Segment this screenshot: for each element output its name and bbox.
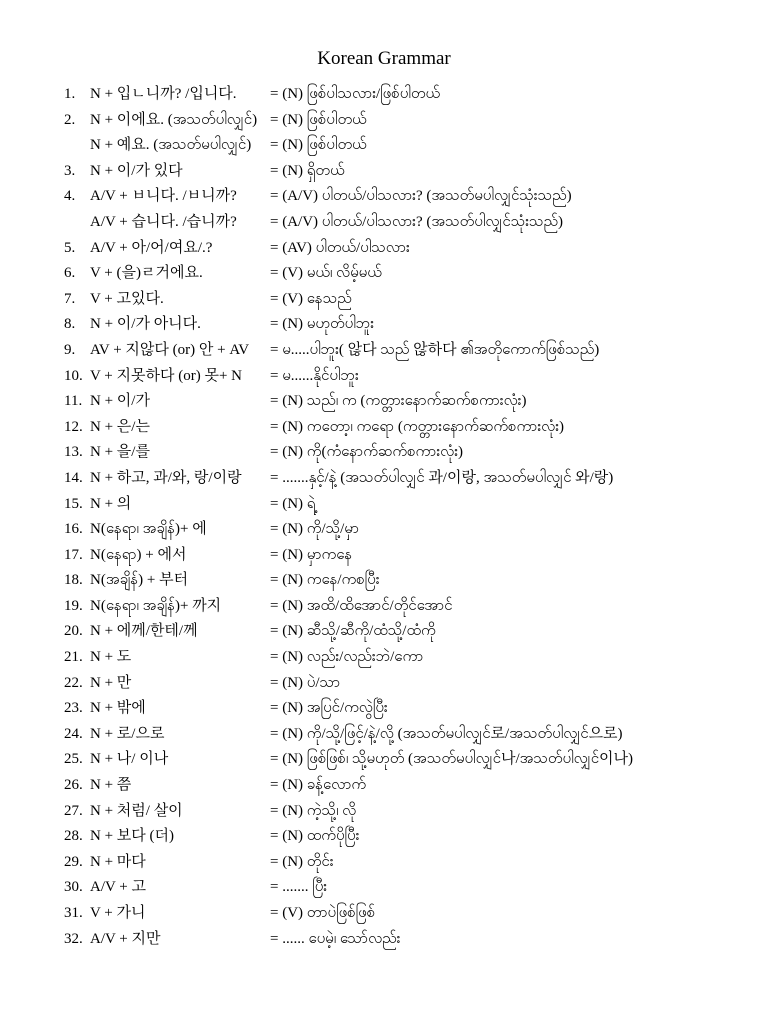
grammar-pattern: N(နေရာ၊ အချိန်)+ 에 <box>90 521 207 538</box>
grammar-pattern: A/V + 아/어/여요/.? <box>90 239 213 256</box>
grammar-meaning: = (N) တိုင်း <box>270 853 334 870</box>
grammar-pattern: N + 에께/한테/께 <box>90 623 198 640</box>
row-number: 22. <box>64 674 83 691</box>
grammar-meaning: = မ......နိုင်ပါဘူး <box>270 367 359 384</box>
grammar-meaning: = ....... ပြီး <box>270 879 328 896</box>
row-number: 16. <box>64 521 83 538</box>
row-number: 14. <box>64 469 83 486</box>
grammar-meaning: = (N) ကို/သို့/ဖြင့်/နဲ့/လို့ (အသတ်မပါလျှင်로/အသတ်ပါလျှင်으로) <box>270 725 623 742</box>
grammar-meaning: = (N) အထိ/ထိအောင်/တိုင်အောင် <box>270 597 453 614</box>
grammar-meaning: = .......နှင့်/နဲ့ (အသတ်ပါလျှင် 과/이랑, အသတ်မပါလျှင် 와/랑) <box>270 469 614 486</box>
grammar-pattern: N + 이에요. (အသတ်ပါလျှင်) <box>90 111 258 128</box>
grammar-meaning: = (N) ကတော့၊ ကရော (ကတ္တားနောက်ဆက်စကားလုံး) <box>270 418 564 435</box>
grammar-meaning: = (N) ရှိတယ် <box>270 162 345 179</box>
grammar-pattern: N(အချိန်) + 부터 <box>90 572 189 589</box>
grammar-meaning: = (N) အပြင်/ကလွဲပြီး <box>270 700 388 717</box>
grammar-pattern: A/V + 고 <box>90 879 147 896</box>
grammar-meaning: = (N) ဖြစ်ပါသလား/ဖြစ်ပါတယ် <box>270 86 441 102</box>
grammar-pattern: N + 은/는 <box>90 418 150 435</box>
grammar-row <box>64 927 754 953</box>
grammar-row <box>64 415 754 441</box>
grammar-row <box>64 440 754 466</box>
page-title: Korean Grammar <box>317 48 451 69</box>
grammar-row <box>64 568 754 594</box>
grammar-pattern: N + 쯤 <box>90 777 132 794</box>
grammar-row <box>64 671 754 697</box>
row-number: 24. <box>64 725 83 742</box>
grammar-meaning: = (N) ဖြစ်ပါတယ် <box>270 137 367 154</box>
grammar-pattern: N(နေရာ) + 에서 <box>90 546 187 563</box>
grammar-pattern: N + 보다 (더) <box>90 828 175 845</box>
grammar-meaning: = မ.....ပါဘူး( 않다 သည် 않하다 ၏အတိုကောက်ဖြစ်သည်) <box>270 341 600 358</box>
grammar-pattern: N + 이/가 있다 <box>90 162 183 179</box>
grammar-pattern: N + 이/가 <box>90 393 150 410</box>
row-number: 13. <box>64 444 83 461</box>
row-number: 5. <box>64 239 76 256</box>
grammar-pattern: N + 이/가 아니다. <box>90 316 201 333</box>
grammar-meaning: = (V) နေသည် <box>270 290 352 307</box>
grammar-meaning: = (A/V) ပါတယ်/ပါသလား? (အသတ်မပါလျှင်သုံးသည်) <box>270 188 572 205</box>
grammar-row <box>64 82 754 108</box>
grammar-row <box>64 236 754 262</box>
grammar-pattern: N + 하고, 과/와, 랑/이랑 <box>90 469 242 486</box>
grammar-row <box>64 338 754 364</box>
row-number: 25. <box>64 751 83 768</box>
grammar-pattern: V + 지못하다 (or) 못+ N <box>90 367 242 384</box>
grammar-row <box>64 210 754 236</box>
grammar-row <box>64 824 754 850</box>
grammar-row <box>64 875 754 901</box>
grammar-row <box>64 901 754 927</box>
grammar-pattern: N + 을/를 <box>90 444 150 461</box>
grammar-meaning: = (V) တာပဲဖြစ်ဖြစ် <box>270 905 376 921</box>
grammar-row <box>64 594 754 620</box>
grammar-row <box>64 184 754 210</box>
grammar-row <box>64 722 754 748</box>
grammar-pattern: N(နေရာ၊ အချိန်)+ 까지 <box>90 597 222 614</box>
row-number: 19. <box>64 597 83 614</box>
grammar-pattern: A/V + 지만 <box>90 930 161 947</box>
row-number: 28. <box>64 828 83 845</box>
grammar-pattern: N + 밖에 <box>90 700 146 717</box>
row-number: 15. <box>64 495 83 512</box>
grammar-row <box>64 466 754 492</box>
grammar-meaning: = (V) မယ်၊ လိမ့်မယ် <box>270 265 382 282</box>
grammar-row <box>64 799 754 825</box>
row-number: 30. <box>64 879 83 896</box>
row-number: 6. <box>64 265 76 282</box>
grammar-row <box>64 619 754 645</box>
grammar-row <box>64 312 754 338</box>
grammar-row <box>64 850 754 876</box>
grammar-meaning: = (N) ရဲ့ <box>270 495 316 512</box>
grammar-meaning: = (N) မှာကနေ <box>270 546 353 563</box>
grammar-row <box>64 287 754 313</box>
row-number: 29. <box>64 853 83 870</box>
row-number: 17. <box>64 546 83 563</box>
grammar-pattern: A/V + 습니다. /습니까? <box>90 213 237 230</box>
row-number: 20. <box>64 623 83 640</box>
grammar-pattern: N + 처럼/ 살이 <box>90 802 183 819</box>
grammar-pattern: N + 마다 <box>90 853 146 870</box>
grammar-meaning: = (N) ကို(ကံနောက်ဆက်စကားလုံး) <box>270 444 464 461</box>
grammar-meaning: = (N) သည်၊ က (ကတ္တားနောက်ဆက်စကားလုံး) <box>270 393 527 410</box>
row-number: 18. <box>64 572 83 589</box>
row-number: 10. <box>64 367 83 384</box>
grammar-list <box>64 82 754 952</box>
grammar-meaning: = (A/V) ပါတယ်/ပါသလား? (အသတ်ပါလျှင်သုံးသည်) <box>270 213 564 230</box>
row-number: 7. <box>64 290 76 307</box>
grammar-pattern: V + 가니 <box>90 905 146 921</box>
row-number: 8. <box>64 316 76 333</box>
grammar-meaning: = (N) ခန့်လောက် <box>270 777 367 794</box>
row-number: 32. <box>64 930 83 947</box>
grammar-pattern: AV + 지않다 (or) 안 + AV <box>90 341 250 358</box>
row-number: 1. <box>64 86 76 102</box>
grammar-row <box>64 133 754 159</box>
row-number: 31. <box>64 905 83 921</box>
row-number: 9. <box>64 341 76 358</box>
grammar-pattern: V + 고있다. <box>90 290 164 307</box>
row-number: 23. <box>64 700 83 717</box>
grammar-meaning: = (N) ကနေ/ကစပြီး <box>270 572 380 589</box>
grammar-row <box>64 261 754 287</box>
grammar-meaning: = (N) လည်း/လည်းဘဲ/ကော <box>270 649 424 666</box>
grammar-row <box>64 159 754 185</box>
row-number: 3. <box>64 162 76 179</box>
grammar-meaning: = (N) ဖြစ်ဖြစ်၊ သို့မဟုတ် (အသတ်မပါလျှင်나/အသတ်ပါလျှင်이나) <box>270 751 633 768</box>
grammar-row <box>64 108 754 134</box>
grammar-pattern: N + 만 <box>90 674 132 691</box>
grammar-meaning: = (N) ဆီသို့/ဆီကို/ထံသို့/ထံကို <box>270 623 436 640</box>
grammar-meaning: = (AV) ပါတယ်/ပါသလား <box>270 239 410 256</box>
grammar-row <box>64 492 754 518</box>
grammar-meaning: = ...... ပေမဲ့၊ သော်လည်း <box>270 930 401 947</box>
row-number: 27. <box>64 802 83 819</box>
grammar-row <box>64 543 754 569</box>
grammar-row <box>64 773 754 799</box>
grammar-row <box>64 517 754 543</box>
row-number: 4. <box>64 188 76 205</box>
grammar-meaning: = (N) မဟုတ်ပါဘူး <box>270 316 375 333</box>
grammar-pattern: N + 나/ 이나 <box>90 751 169 768</box>
grammar-row <box>64 389 754 415</box>
grammar-pattern: N + 도 <box>90 649 132 666</box>
grammar-row <box>64 747 754 773</box>
grammar-row <box>64 696 754 722</box>
grammar-meaning: = (N) ထက်ပိုပြီး <box>270 828 360 845</box>
grammar-row <box>64 364 754 390</box>
row-number: 12. <box>64 418 83 435</box>
row-number: 11. <box>64 393 83 410</box>
grammar-pattern: A/V + ㅂ니다. /ㅂ니까? <box>90 188 237 205</box>
grammar-pattern: V + (을)ㄹ거에요. <box>90 265 203 282</box>
grammar-pattern: N + 예요. (အသတ်မပါလျှင်) <box>90 137 252 154</box>
grammar-meaning: = (N) ကဲ့သို့၊ လို <box>270 802 357 819</box>
row-number: 26. <box>64 777 83 794</box>
grammar-pattern: N + 의 <box>90 495 132 512</box>
row-number: 21. <box>64 649 83 666</box>
grammar-meaning: = (N) ကို/သို့/မှာ <box>270 521 360 538</box>
grammar-pattern: N + 로/으로 <box>90 725 165 742</box>
row-number: 2. <box>64 111 76 128</box>
grammar-row <box>64 645 754 671</box>
grammar-meaning: = (N) ဖြစ်ပါတယ် <box>270 111 367 128</box>
grammar-meaning: = (N) ပဲ/သာ <box>270 674 341 691</box>
grammar-pattern: N + 입ㄴ니까? /입니다. <box>90 86 237 102</box>
